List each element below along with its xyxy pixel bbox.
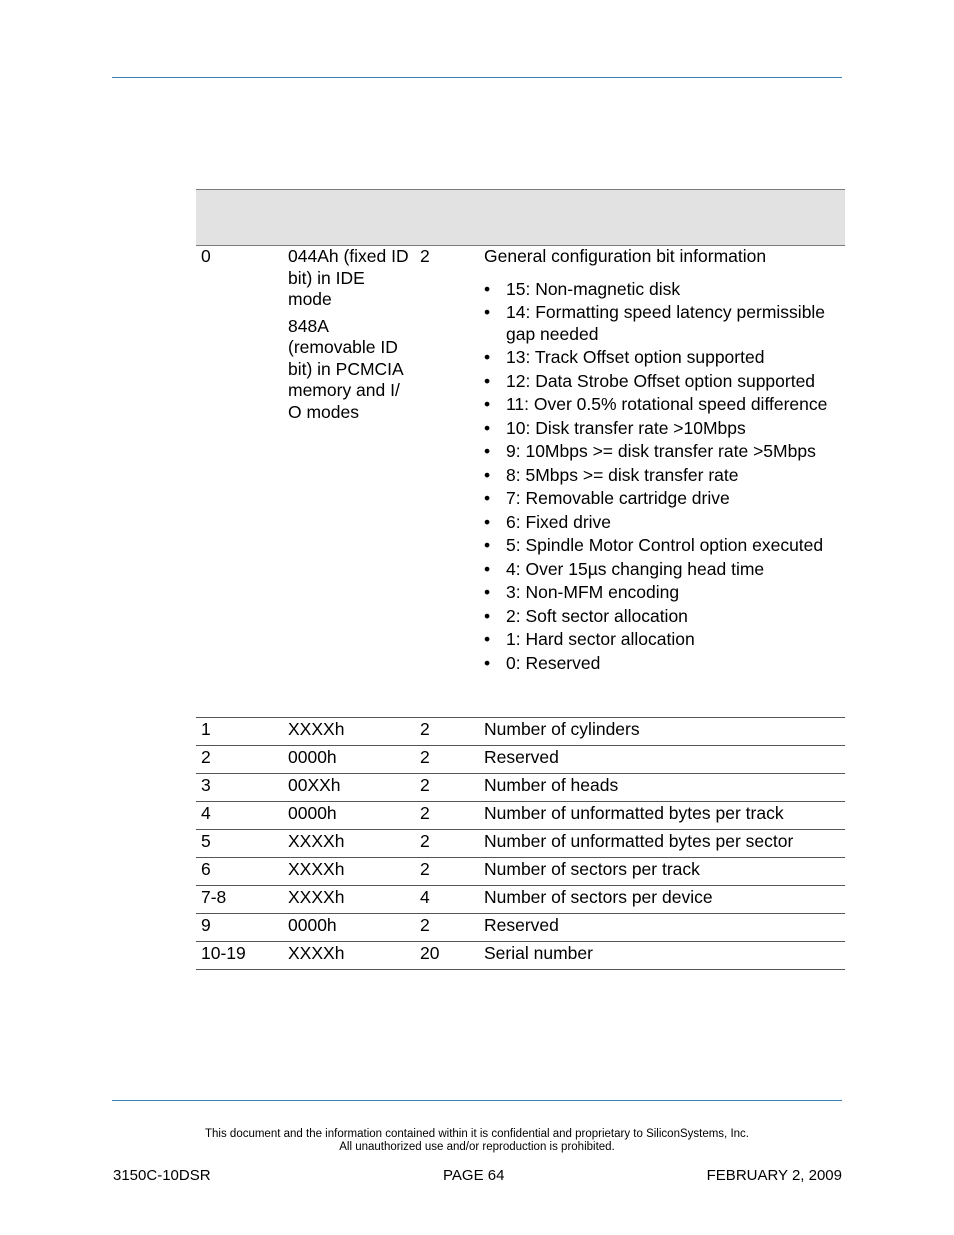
identify-device-table xyxy=(196,189,845,970)
description-cell: Number of sectors per track xyxy=(484,859,700,879)
bytes-cell: 2 xyxy=(420,747,430,767)
bytes-cell: 2 xyxy=(420,831,430,851)
table-row xyxy=(196,858,845,886)
bit-item: • 14: Formatting speed latency permissible gap needed xyxy=(484,302,845,345)
word-cell: 10-19 xyxy=(201,943,246,963)
table-row xyxy=(196,774,845,802)
table-row xyxy=(196,886,845,914)
bit-item: • 0: Reserved xyxy=(484,653,845,675)
table-row xyxy=(196,802,845,830)
bytes-cell: 2 xyxy=(420,859,430,879)
word-cell: 0 xyxy=(201,246,211,266)
bytes-cell: 2 xyxy=(420,246,430,266)
word-cell: 3 xyxy=(201,775,211,795)
default-value-cell: 0000h xyxy=(288,915,337,935)
bytes-cell: 20 xyxy=(420,943,440,963)
bytes-cell: 4 xyxy=(420,887,430,907)
bytes-cell: 2 xyxy=(420,775,430,795)
table-header xyxy=(196,189,845,246)
bit-item: • 4: Over 15µs changing head time xyxy=(484,559,845,581)
bit-item: • 2: Soft sector allocation xyxy=(484,606,845,628)
document-date: FEBRUARY 2, 2009 xyxy=(706,1167,842,1184)
default-value-cell xyxy=(288,246,413,423)
default-value-line: 044Ah (fixed ID bit) in IDE mode xyxy=(288,246,409,309)
bytes-cell: 2 xyxy=(420,803,430,823)
bit-item: • 5: Spindle Motor Control option executed xyxy=(484,535,845,557)
description-cell: Number of heads xyxy=(484,775,619,795)
word-cell: 4 xyxy=(201,803,211,823)
bytes-cell: 2 xyxy=(420,915,430,935)
table-row xyxy=(196,246,845,718)
description-cell: Number of sectors per device xyxy=(484,887,713,907)
bit-list xyxy=(484,279,845,675)
bit-item: • 1: Hard sector allocation xyxy=(484,629,845,651)
bit-item: • 9: 10Mbps >= disk transfer rate >5Mbps xyxy=(484,441,845,463)
word-cell: 9 xyxy=(201,915,211,935)
description-cell: Reserved xyxy=(484,915,559,935)
word-cell: 1 xyxy=(201,719,211,739)
description-cell xyxy=(484,246,845,676)
default-value-cell: 00XXh xyxy=(288,775,341,795)
description-cell: Reserved xyxy=(484,747,559,767)
bit-item: • 10: Disk transfer rate >10Mbps xyxy=(484,418,845,440)
confidentiality-line: This document and the information contained within it is confidential and proprietary to SiliconSystems, Inc. xyxy=(205,1128,749,1140)
default-value-cell: 0000h xyxy=(288,747,337,767)
default-value-line: 848A (removable ID bit) in PCMCIA memory and I/ O modes xyxy=(288,315,403,422)
bit-item: • 11: Over 0.5% rotational speed difference xyxy=(484,394,845,416)
default-value-cell: XXXXh xyxy=(288,719,345,739)
default-value-cell: XXXXh xyxy=(288,887,345,907)
description-cell: Number of unformatted bytes per sector xyxy=(484,831,794,851)
default-value-cell: XXXXh xyxy=(288,943,345,963)
description-cell: Number of cylinders xyxy=(484,719,640,739)
header-rule xyxy=(112,77,842,78)
description-cell: Serial number xyxy=(484,943,593,963)
bit-item: • 6: Fixed drive xyxy=(484,512,845,534)
document-number: 3150C-10DSR xyxy=(113,1167,211,1184)
default-value-cell: 0000h xyxy=(288,803,337,823)
description-text: General configuration bit information xyxy=(484,246,767,266)
bit-item: • 13: Track Offset option supported xyxy=(484,347,845,369)
table-row xyxy=(196,830,845,858)
bit-item: • 7: Removable cartridge drive xyxy=(484,488,845,510)
bytes-cell: 2 xyxy=(420,719,430,739)
confidentiality-line: All unauthorized use and/or reproduction is prohibited. xyxy=(339,1141,615,1153)
table-row xyxy=(196,942,845,970)
bit-item: • 12: Data Strobe Offset option supported xyxy=(484,371,845,393)
word-cell: 6 xyxy=(201,859,211,879)
confidentiality-notice xyxy=(112,1128,842,1154)
word-cell: 2 xyxy=(201,747,211,767)
default-value-cell: XXXXh xyxy=(288,859,345,879)
table-row xyxy=(196,746,845,774)
word-cell: 7-8 xyxy=(201,887,227,907)
bit-item: • 15: Non-magnetic disk xyxy=(484,279,845,301)
bit-item: • 8: 5Mbps >= disk transfer rate xyxy=(484,465,845,487)
footer-rule xyxy=(112,1100,842,1101)
word-cell: 5 xyxy=(201,831,211,851)
table-row xyxy=(196,914,845,942)
page-number: PAGE 64 xyxy=(443,1167,505,1184)
description-cell: Number of unformatted bytes per track xyxy=(484,803,784,823)
default-value-cell: XXXXh xyxy=(288,831,345,851)
table-row xyxy=(196,718,845,746)
bit-item: • 3: Non-MFM encoding xyxy=(484,582,845,604)
